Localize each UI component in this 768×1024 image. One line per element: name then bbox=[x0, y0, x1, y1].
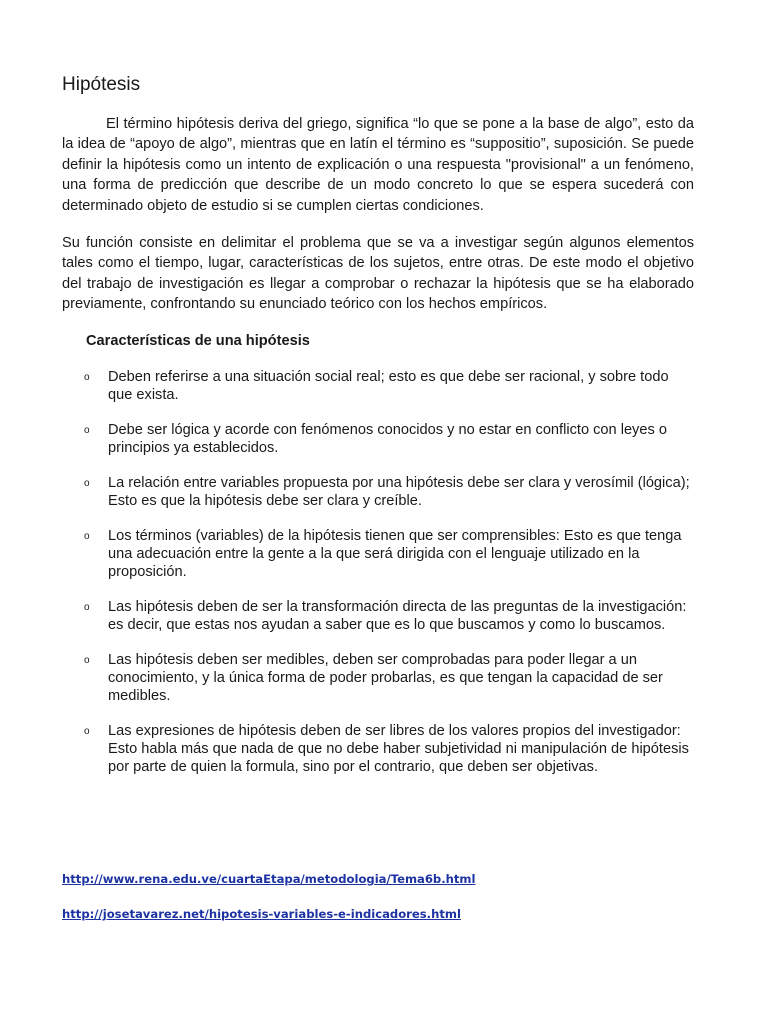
list-item bbox=[62, 474, 694, 510]
bullet-icon: o bbox=[84, 477, 90, 489]
list-item-text: Las expresiones de hipótesis deben de ser libres de los valores propios del investigador: Esto habla más que nada de que no debe haber subjetividad ni manipulación de hipótesis por parte de quien la formula, sino por el contrario, que deben ser objetivas. bbox=[108, 722, 689, 775]
page-title: Hipótesis bbox=[62, 74, 141, 95]
list-item-text: Debe ser lógica y acorde con fenómenos conocidos y no estar en conflicto con leyes o principios ya establecidos. bbox=[108, 421, 667, 456]
reference-link-rena[interactable]: http://www.rena.edu.ve/cuartaEtapa/metodologia/Tema6b.html bbox=[62, 872, 476, 886]
paragraph-function: Su función consiste en delimitar el problema que se va a investigar según algunos elementos tales como el tiempo, lugar, características de los sujetos, entre otras. De este modo el objetivo del trabajo de investigación es llegar a comprobar o rechazar la hipótesis que se ha elaborado previamente, confrontando su enunciado teórico con los hechos empíricos. bbox=[62, 235, 694, 313]
paragraph-intro: El término hipótesis deriva del griego, significa “lo que se pone a la base de algo”, esto da la idea de “apoyo de algo”, mientras que en latín el término es “suppositio”, suposición. Se puede definir la hipótesis como un intento de explicación o una respuesta "provisional" a un fenómeno, una forma de predicción que describe de un modo concreto lo que se espera sucederá con determinado objeto de estudio si se cumplen ciertas condiciones. bbox=[62, 116, 694, 214]
list-item bbox=[62, 651, 694, 705]
bullet-icon: o bbox=[84, 424, 90, 436]
list-item-text: Las hipótesis deben ser medibles, deben ser comprobadas para poder llegar a un conocimiento, y la única forma de poder probarlas, es que tengan la capacidad de ser medibles. bbox=[108, 651, 663, 704]
document-body bbox=[62, 72, 694, 793]
list-item-text: Deben referirse a una situación social real; esto es que debe ser racional, y sobre todo que exista. bbox=[108, 368, 669, 403]
bullet-icon: o bbox=[84, 654, 90, 666]
list-item-text: La relación entre variables propuesta por una hipótesis debe ser clara y verosímil (lógica); Esto es que la hipótesis debe ser clara y creíble. bbox=[108, 474, 690, 509]
list-item bbox=[62, 527, 694, 581]
reference-links bbox=[62, 872, 476, 942]
section-heading: Características de una hipótesis bbox=[86, 332, 310, 349]
list-item bbox=[62, 421, 694, 457]
list-item-text: Las hipótesis deben de ser la transformación directa de las preguntas de la investigación: es decir, que estas nos ayudan a saber que es lo que buscamos y como lo buscamos. bbox=[108, 598, 687, 633]
list-item bbox=[62, 722, 694, 776]
list-item bbox=[62, 598, 694, 634]
list-item-text: Los términos (variables) de la hipótesis tienen que ser comprensibles: Esto es que tenga una adecuación entre la gente a la que será dirigida con el lenguaje utilizado en la proposición. bbox=[108, 527, 682, 580]
reference-link-josetavarez[interactable]: http://josetavarez.net/hipotesis-variables-e-indicadores.html bbox=[62, 907, 461, 921]
bullet-icon: o bbox=[84, 725, 90, 737]
characteristics-list bbox=[62, 368, 694, 776]
bullet-icon: o bbox=[84, 530, 90, 542]
list-item bbox=[62, 368, 694, 404]
bullet-icon: o bbox=[84, 601, 90, 613]
bullet-icon: o bbox=[84, 371, 90, 383]
